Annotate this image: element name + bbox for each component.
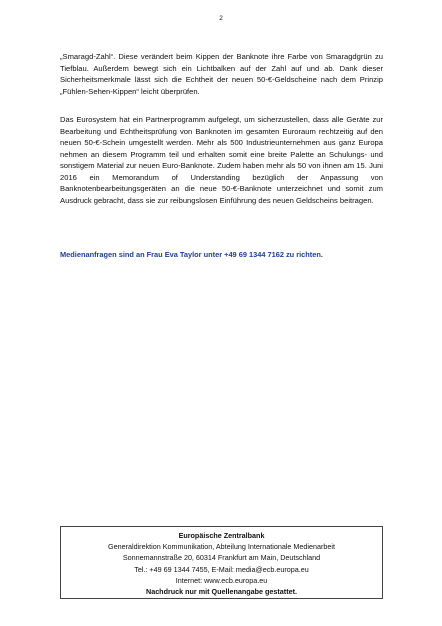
footer-organization: Europäische Zentralbank: [178, 531, 265, 540]
media-contact-note: Medienanfragen sind an Frau Eva Taylor unter +49 69 1344 7162 zu richten.: [60, 250, 323, 259]
page-number: 2: [219, 15, 223, 22]
footer-website: Internet: www.ecb.europa.eu: [175, 575, 268, 585]
footer-box: [60, 526, 383, 599]
footer-department: Generaldirektion Kommunikation, Abteilung Internationale Medienarbeit: [108, 542, 335, 552]
footer-reprint-notice: Nachdruck nur mit Quellenangabe gestattet.: [146, 587, 297, 597]
paragraph-security-features: „Smaragd-Zahl“. Diese verändert beim Kippen der Banknote ihre Farbe von Smaragdgrün zu Tiefblau. Außerdem bewegt sich ein Lichtbalken auf der Zahl auf und ab. Dank dieser Sicherheitsmerkmale lässt sich die Echtheit der neuen 50-€-Geldscheine nach dem Prinzip „Fühlen-Sehen-Kippen“ leicht überprüfen.: [60, 52, 383, 96]
footer-contact-line: Tel.: +49 69 1344 7455, E-Mail: media@ecb.europa.eu: [134, 564, 309, 574]
footer-address: Sonnemannstraße 20, 60314 Frankfurt am Main, Deutschland: [122, 553, 321, 563]
paragraph-partner-program: Das Eurosystem hat ein Partnerprogramm aufgelegt, um sicherzustellen, dass alle Geräte zur Bearbeitung und Echtheitsprüfung von Banknoten im gesamten Euroraum rechtzeitig auf den neuen 50-€-Schein umgestellt werden. Mehr als 500 Industrieunternehmen aus ganz Europa nehmen an diesem Programm teil und erhalten somit eine breite Palette an Schulungs- und sonstigem Material zur neuen Euro-Banknote. Zudem haben mehr als 50 von ihnen am 15. Juni 2016 ein Memorandum of Understanding bezüglich der Anpassung von Banknotenbearbeitungsgeräten an die neue 50-€-Banknote unterzeichnet und somit zum Ausdruck gebracht, dass sie zur reibungslosen Einführung des neuen Geldscheins beitragen.: [60, 115, 383, 205]
